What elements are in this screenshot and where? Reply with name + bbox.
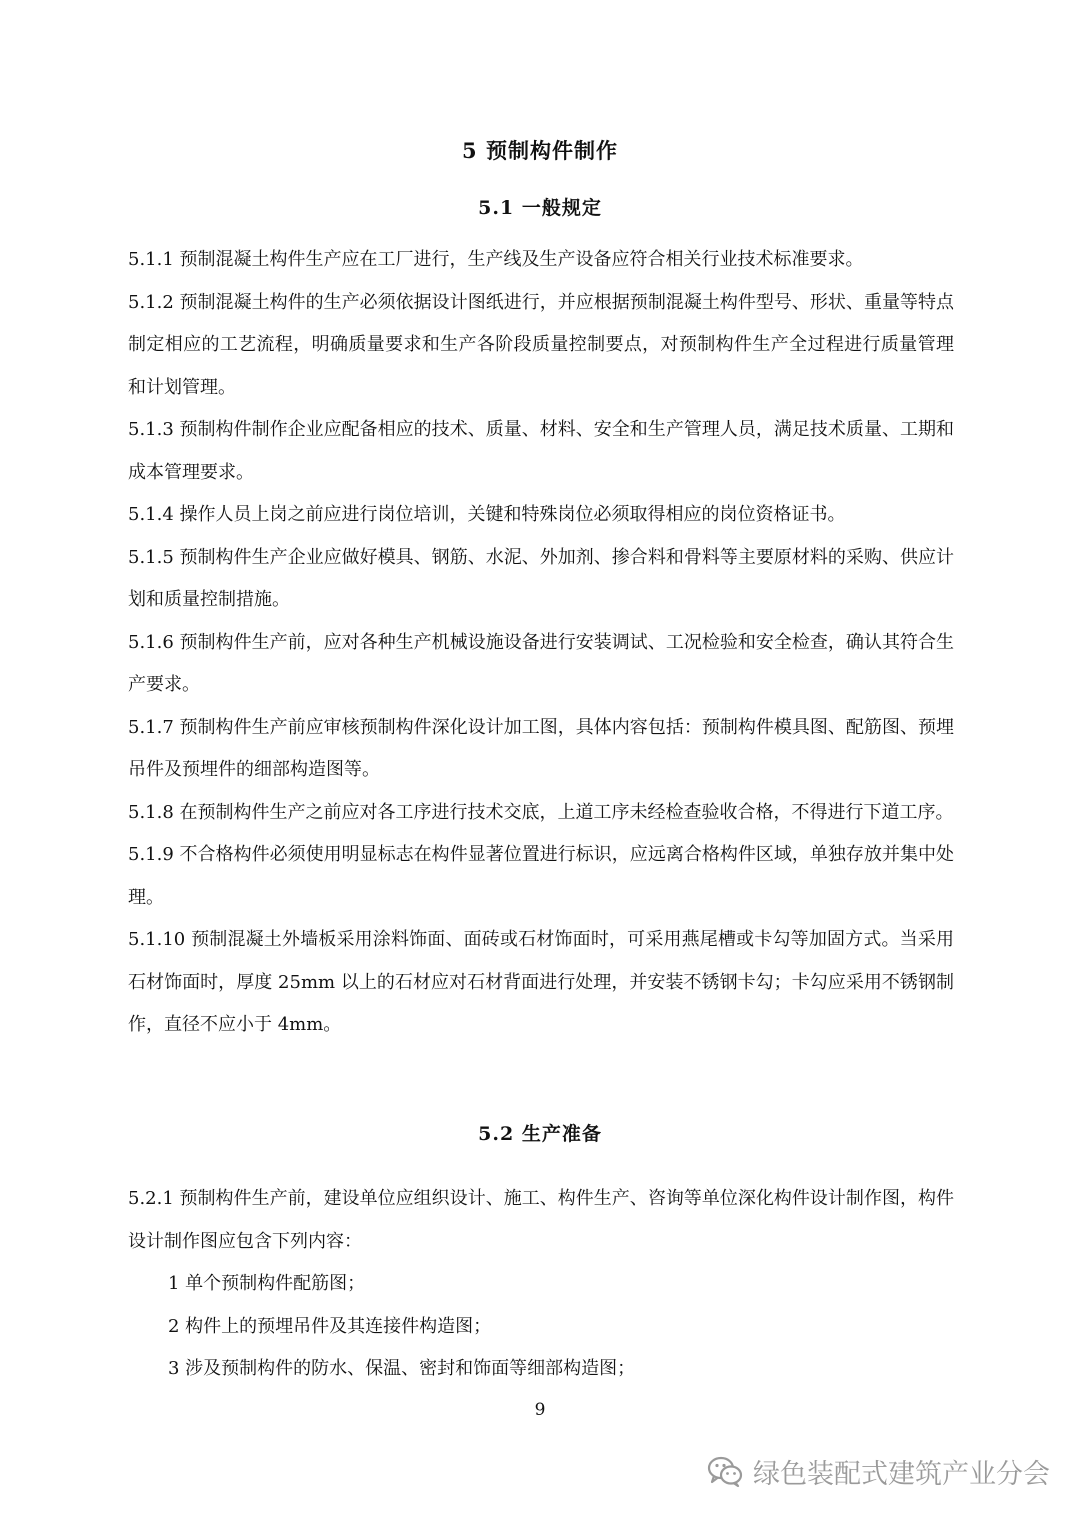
page-number: 9 xyxy=(534,1400,546,1420)
list-item: 1 单个预制构件配筋图； xyxy=(168,1273,366,1294)
clause-5-1-10: 5.1.10 预制混凝土外墙板采用涂料饰面、面砖或石材饰面时，可采用燕尾槽或卡勾等加固方式。当采用石材饰面时，厚度 25mm 以上的石材应对石材背面进行处理，并安装不锈钢卡勾；卡勾应采用不锈钢制作，直径不应小于 4mm。 xyxy=(128,929,954,1035)
wechat-icon xyxy=(707,1456,743,1488)
clause-5-1-9: 5.1.9 不合格构件必须使用明显标志在构件显著位置进行标识，应远离合格构件区域，单独存放并集中处理。 xyxy=(128,844,954,908)
clause-5-1-5: 5.1.5 预制构件生产企业应做好模具、钢筋、水泥、外加剂、掺合料和骨料等主要原材料的采购、供应计划和质量控制措施。 xyxy=(128,546,954,610)
watermark-text: 绿色装配式建筑产业分会 xyxy=(753,1459,1050,1490)
section-title-5-1: 5.1 一般规定 xyxy=(478,197,602,219)
clause-5-1-6: 5.1.6 预制构件生产前，应对各种生产机械设施设备进行安装调试、工况检验和安全检查，确认其符合生产要求。 xyxy=(128,631,954,695)
section-5-2-body xyxy=(128,1178,954,1391)
clause-5-2-1: 5.2.1 预制构件生产前，建设单位应组织设计、施工、构件生产、咨询等单位深化构件设计制作图，构件设计制作图应包含下列内容： xyxy=(128,1188,954,1252)
clause-5-1-1: 5.1.1 预制混凝土构件生产应在工厂进行，生产线及生产设备应符合相关行业技术标准要求。 xyxy=(128,249,864,270)
section-title-5-2: 5.2 生产准备 xyxy=(478,1123,602,1145)
watermark xyxy=(707,1452,1050,1491)
clause-5-1-3: 5.1.3 预制构件制作企业应配备相应的技术、质量、材料、安全和生产管理人员，满足技术质量、工期和成本管理要求。 xyxy=(128,419,954,483)
list-item: 3 涉及预制构件的防水、保温、密封和饰面等细部构造图； xyxy=(168,1358,636,1379)
clause-5-1-4: 5.1.4 操作人员上岗之前应进行岗位培训，关键和特殊岗位必须取得相应的岗位资格证书。 xyxy=(128,504,846,525)
clause-5-1-8: 5.1.8 在预制构件生产之前应对各工序进行技术交底，上道工序未经检查验收合格，不得进行下道工序。 xyxy=(128,801,954,823)
chapter-title: 5 预制构件制作 xyxy=(462,138,618,163)
list-item: 2 构件上的预埋吊件及其连接件构造图； xyxy=(168,1315,492,1337)
clause-5-1-2: 5.1.2 预制混凝土构件的生产必须依据设计图纸进行，并应根据预制混凝土构件型号、形状、重量等特点制定相应的工艺流程，明确质量要求和生产各阶段质量控制要点，对预制构件生产全过程进行质量管理和计划管理。 xyxy=(128,291,954,398)
clause-5-1-7: 5.1.7 预制构件生产前应审核预制构件深化设计加工图，具体内容包括：预制构件模具图、配筋图、预埋吊件及预埋件的细部构造图等。 xyxy=(128,716,954,780)
section-5-1-body xyxy=(128,239,954,1047)
